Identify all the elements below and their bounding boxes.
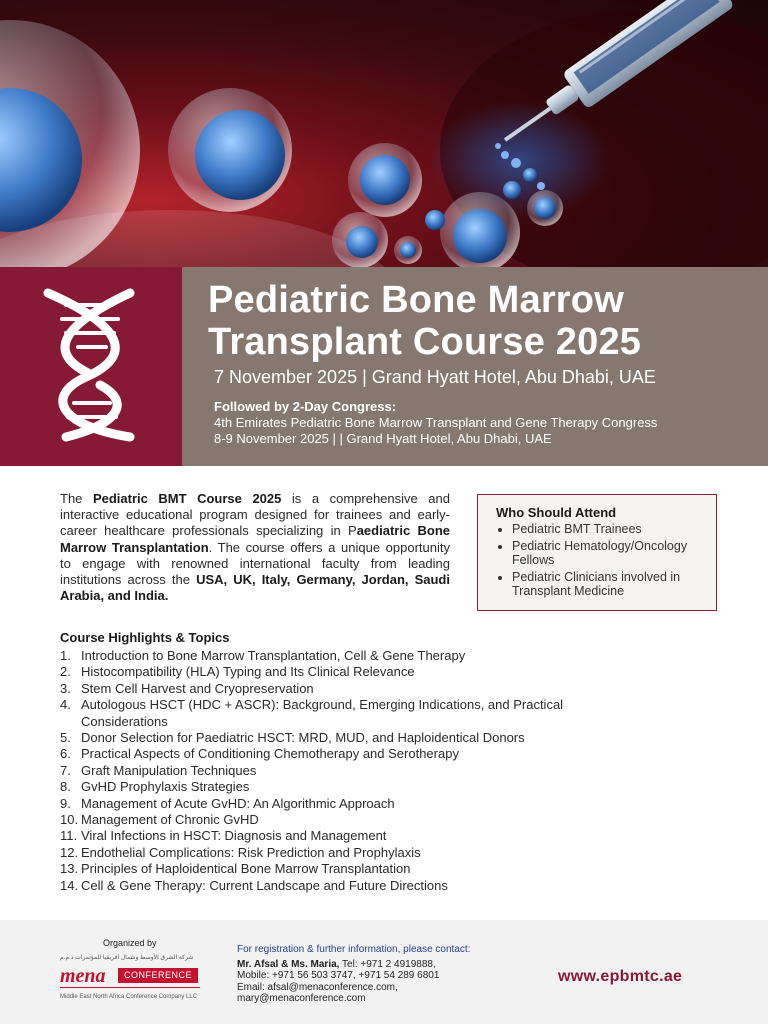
attend-item: • Pediatric Hematology/Oncology Fellows — [512, 539, 702, 568]
intro-text: The — [60, 491, 93, 506]
contact-heading: For registration & further information, please contact: — [237, 944, 471, 955]
event-date-venue: 7 November 2025 | Grand Hyatt Hotel, Abu Dhabi, UAE — [214, 367, 656, 387]
topic-item — [60, 779, 620, 795]
topic-text: Graft Manipulation Techniques — [81, 762, 257, 778]
topic-text: Introduction to Bone Marrow Transplantation, Cell & Gene Therapy — [81, 648, 466, 663]
topic-number: 10. — [60, 812, 79, 828]
intro-bold: Pediatric BMT Course 2025 — [92, 491, 282, 506]
contact-tel[interactable]: Tel: +971 2 4919888, — [339, 958, 436, 970]
topic-number: 3. — [60, 680, 71, 696]
topic-item — [60, 763, 620, 779]
topic-number: 13. — [60, 861, 79, 877]
intro-text: . The course offers a unique opportunity to engage with renowned international faculty from leading institutions across the — [60, 539, 450, 588]
topic-text: Management of Chronic GvHD — [81, 812, 259, 828]
topic-number: 5. — [60, 730, 71, 746]
topic-text: Cell & Gene Therapy: Current Landscape and Future Directions — [81, 877, 448, 893]
contact-email-1[interactable]: Email: afsal@menaconference.com, — [237, 981, 398, 993]
organizer-arabic-name: شركة الشرق الأوسط وشمال افريقيا للمؤتمرات ذ.م.م — [60, 955, 194, 961]
organizer-english-name: Middle East North Africa Conference Company LLC — [60, 994, 198, 1000]
congress-name: 4th Emirates Pediatric Bone Marrow Transplant and Gene Therapy Congress — [214, 415, 658, 430]
topic-text: GvHD Prophylaxis Strategies — [81, 779, 250, 795]
topic-text: Stem Cell Harvest and Cryopreservation — [81, 680, 314, 696]
topic-number: 4. — [60, 697, 71, 713]
topic-text: Management of Acute GvHD: An Algorithmic Approach — [81, 795, 395, 811]
topic-text: Principles of Haploidentical Bone Marrow Transplantation — [81, 861, 411, 877]
title-line: Pediatric Bone Marrow — [208, 279, 624, 321]
dna-panel — [0, 267, 182, 466]
topic-item — [60, 796, 620, 812]
contact-mobile[interactable]: Mobile: +971 56 503 3747, +971 54 289 6801 — [237, 970, 440, 981]
mena-conference-logo[interactable] — [60, 965, 200, 991]
topic-number: 1. — [60, 648, 71, 663]
contact-email-2[interactable]: mary@menaconference.com — [237, 993, 366, 1004]
intro-paragraph — [60, 491, 450, 604]
topic-number: 2. — [60, 664, 71, 680]
intro-text: is a comprehensive and interactive educational program designed for trainees and early-career healthcare professionals specializing in P — [60, 491, 450, 539]
logo-underline — [60, 987, 200, 988]
contact-names-line — [237, 959, 470, 971]
topic-text: Histocompatibility (HLA) Typing and Its Clinical Relevance — [81, 664, 415, 680]
contact-info — [237, 944, 470, 1005]
logo-mena-text: mena — [60, 965, 106, 987]
highlights-title: Course Highlights & Topics — [60, 630, 230, 645]
congress-heading: Followed by 2-Day Congress: — [214, 399, 397, 414]
topic-number: 6. — [60, 746, 71, 762]
intro-bold: aediatric Bone Marrow Transplantation — [60, 523, 450, 555]
footer — [0, 920, 768, 1024]
contact-names: Mr. Afsal & Ms. Maria, — [237, 958, 340, 970]
attend-title: Who Should Attend — [496, 505, 617, 520]
topic-text: Endothelial Complications: Risk Prediction and Prophylaxis — [81, 844, 421, 860]
topics-list — [60, 648, 620, 894]
topic-item — [60, 681, 620, 697]
topic-item — [60, 746, 620, 762]
topic-item — [60, 648, 620, 664]
website-link[interactable]: www.epbmtc.ae — [558, 968, 683, 985]
intro-bold: USA, UK, Italy, Germany, Jordan, Saudi Arabia, and India. — [60, 572, 450, 604]
attend-item: • Pediatric Clinicians involved in Transplant Medicine — [512, 570, 702, 599]
topic-item — [60, 828, 620, 844]
title-band — [0, 267, 768, 466]
topic-number: 8. — [60, 779, 71, 795]
topic-number: 12. — [60, 844, 79, 860]
hero-image — [0, 0, 768, 267]
congress-info — [214, 399, 657, 447]
topic-item — [60, 697, 620, 730]
attend-item: • Pediatric BMT Trainees — [512, 522, 702, 537]
topic-item — [60, 812, 620, 828]
organized-by-label: Organized by — [103, 938, 157, 948]
topic-text: Practical Aspects of Conditioning Chemotherapy and Serotherapy — [81, 746, 459, 762]
topic-item — [60, 878, 620, 894]
topic-number: 14. — [60, 877, 79, 893]
dna-icon — [26, 285, 156, 445]
topic-item — [60, 861, 620, 877]
topic-item — [60, 730, 620, 746]
congress-date-venue: 8-9 November 2025 | | Grand Hyatt Hotel, Abu Dhabi, UAE — [214, 431, 552, 446]
topic-text: Donor Selection for Paediatric HSCT: MRD, MUD, and Haploidentical Donors — [81, 730, 525, 746]
logo-conference-text: CONFERENCE — [118, 968, 198, 983]
who-should-attend-box — [477, 494, 717, 611]
page-title — [208, 279, 641, 363]
topic-text: Viral Infections in HSCT: Diagnosis and Management — [81, 828, 387, 844]
title-line: Transplant Course 2025 — [208, 321, 642, 363]
topic-text: Autologous HSCT (HDC + ASCR): Background, Emerging Indications, and Practical Considerations — [81, 697, 564, 729]
topic-item — [60, 845, 620, 861]
topic-number: 11. — [60, 828, 78, 844]
topic-number: 9. — [60, 795, 71, 811]
topic-item — [60, 664, 620, 680]
topic-number: 7. — [60, 762, 71, 778]
attend-list — [496, 522, 702, 599]
cells-syringe-illustration — [0, 0, 768, 267]
